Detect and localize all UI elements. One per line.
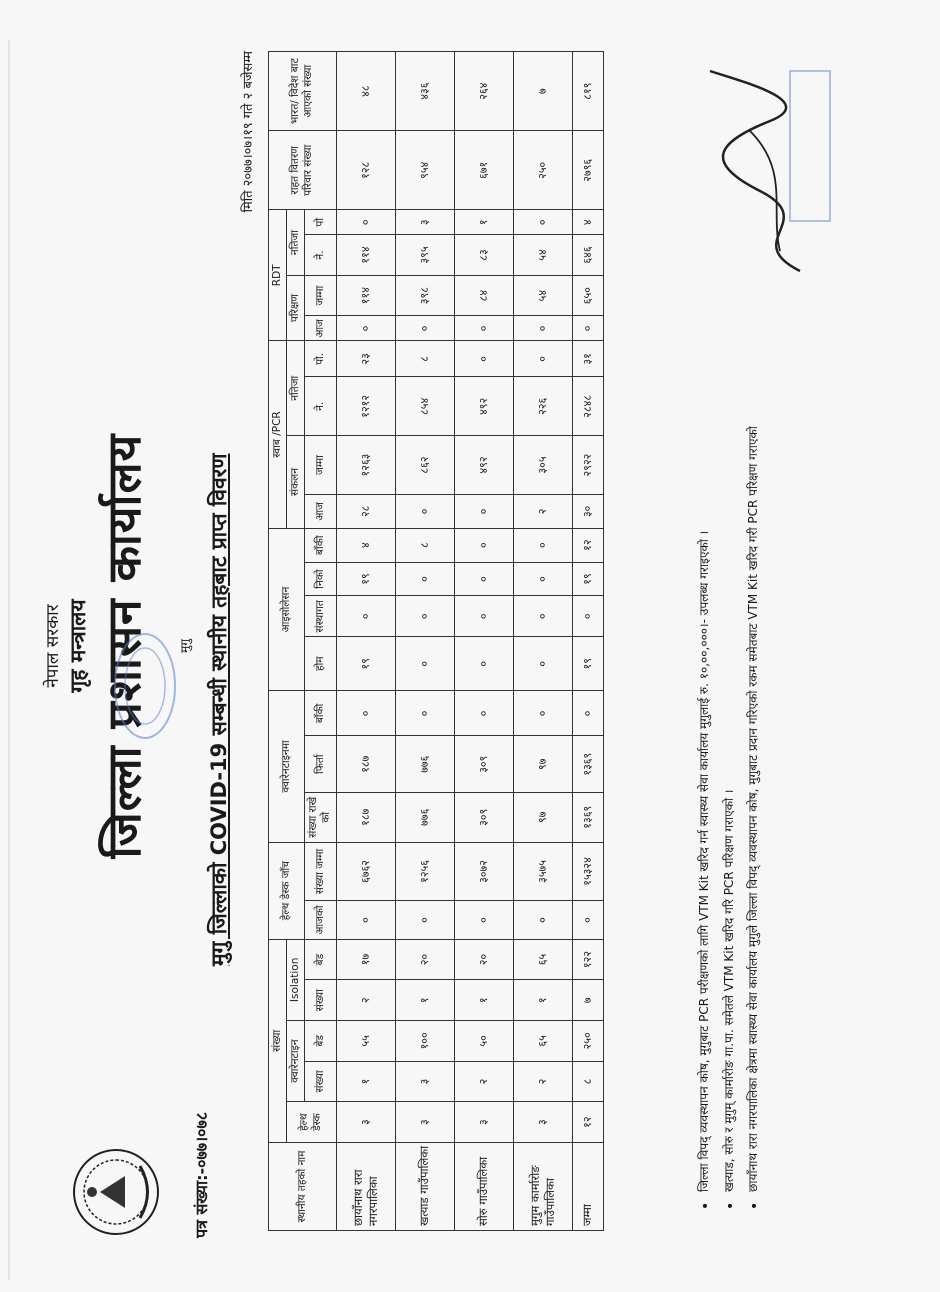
cell-q-kept: ३०९ xyxy=(454,792,513,842)
cell-iso-home: १९ xyxy=(336,637,395,691)
cell-r-pos: १ xyxy=(454,210,513,235)
col-count-group: संख्या xyxy=(269,939,287,1142)
table-row xyxy=(395,52,454,1231)
col-rdt-today: आज xyxy=(305,316,336,341)
report-title: मुगु जिल्लाको COVID-19 सम्बन्धी स्थानीय तहबाट प्राप्त विवरण xyxy=(207,453,231,966)
cell-iso-count: ७ xyxy=(572,980,603,1021)
col-swab-collection: संकलन xyxy=(287,436,305,529)
cell-hdt-total: ६७६२ xyxy=(336,842,395,901)
cell-iso-count: १ xyxy=(395,980,454,1021)
note-item: • जिल्ला विपद् व्यवस्थापन कोष, मुगुबाट PCR परीक्षणको लागि VTM Kit खरिद गर्न स्वास्थ्य सेवा कार्यालय मुगुलाई रु. १०,००,०००।- उपलब्ध गराइएको । xyxy=(692,334,717,1214)
cell-sw-pos: ३१ xyxy=(572,341,603,377)
col-quarantine-group: क्वारेनटाइनमा xyxy=(269,691,305,842)
cell-hd: ३ xyxy=(513,1102,572,1143)
table-row xyxy=(454,52,513,1231)
cell-q-bed: ६५ xyxy=(513,1021,572,1062)
cell-iso-inst: ० xyxy=(395,596,454,637)
cell-r-total: ११४ xyxy=(336,275,395,316)
cell-iso-bed: ६५ xyxy=(513,939,572,980)
cell-r-total: ६५० xyxy=(572,275,603,316)
cell-hdt-total: १२५६ xyxy=(395,842,454,901)
col-q-bed: बेड xyxy=(305,1021,336,1062)
cell-iso-rem: ० xyxy=(513,528,572,562)
government-name: नेपाल सरकार xyxy=(43,604,63,688)
cell-sw-total: ३०५ xyxy=(513,436,572,495)
cell-hdt-total: १५३२४ xyxy=(572,842,603,901)
cell-name: सोरु गाउँपालिका xyxy=(454,1142,513,1230)
cell-sw-today: ० xyxy=(395,494,454,528)
cell-q-ret: ९७ xyxy=(513,736,572,792)
note-item: • खत्याड, सोरु र मुगुम् कार्मारोङ गा.पा. समेतले VTM Kit खरिद गरि PCR परिक्षण गराएको । xyxy=(717,334,742,1214)
cell-relief: २७९६ xyxy=(572,131,603,210)
cell-sw-neg: १२१२ xyxy=(336,377,395,436)
cell-sw-today: २ xyxy=(513,494,572,528)
cell-q-count: ३ xyxy=(395,1061,454,1102)
cell-q-bed: १०० xyxy=(395,1021,454,1062)
cell-q-kept: ९७ xyxy=(513,792,572,842)
col-hdt-total: संख्या जम्मा xyxy=(305,842,336,901)
cell-iso-bed: २० xyxy=(454,939,513,980)
cell-iso-count: १ xyxy=(513,980,572,1021)
cell-abroad: ४८ xyxy=(336,52,395,131)
cell-q-rem: ० xyxy=(336,691,395,736)
cell-abroad: ४३६ xyxy=(395,52,454,131)
cell-q-kept: १३६९ xyxy=(572,792,603,842)
rotated-document-content xyxy=(30,26,910,1266)
cell-iso-bed: १२२ xyxy=(572,939,603,980)
cell-hdt-today: ० xyxy=(454,901,513,939)
cell-q-bed: २५० xyxy=(572,1021,603,1062)
cell-hdt-total: ३०७२ xyxy=(454,842,513,901)
cell-iso-count: १ xyxy=(454,980,513,1021)
cell-sw-pos: ८ xyxy=(395,341,454,377)
col-iso-count: संख्या xyxy=(305,980,336,1021)
col-iso-remaining: बाँकी xyxy=(305,528,336,562)
col-iso-institutional: संस्थागत xyxy=(305,596,336,637)
col-iso-home: होम xyxy=(305,637,336,691)
cell-sw-today: २८ xyxy=(336,494,395,528)
cell-q-kept: १८७ xyxy=(336,792,395,842)
col-rdt-result: नतिजा xyxy=(287,210,305,276)
cell-q-count: २ xyxy=(454,1061,513,1102)
cell-r-neg: ६४६ xyxy=(572,235,603,276)
ministry-name: गृह मन्त्रालय xyxy=(66,599,90,693)
col-sw-negative: ने. xyxy=(305,377,336,436)
cell-r-neg: ५४ xyxy=(513,235,572,276)
cell-q-bed: ५५ xyxy=(336,1021,395,1062)
col-q-remaining: बाँकी xyxy=(305,691,336,736)
cell-relief: ६७१ xyxy=(454,131,513,210)
cell-hd: १२ xyxy=(572,1102,603,1143)
cell-r-neg: ११४ xyxy=(336,235,395,276)
cell-abroad: २६४ xyxy=(454,52,513,131)
cell-iso-rem: १२ xyxy=(572,528,603,562)
table-total-row xyxy=(572,52,603,1231)
col-quarantine: क्वारेनटाइन xyxy=(287,1021,305,1102)
cell-sw-total: ८६२ xyxy=(395,436,454,495)
col-q-kept: संख्या राखे को xyxy=(305,792,336,842)
cell-relief: १२८ xyxy=(336,131,395,210)
cell-q-bed: ५० xyxy=(454,1021,513,1062)
cell-iso-rec: १९ xyxy=(336,562,395,596)
table-row xyxy=(513,52,572,1231)
cell-iso-home: ० xyxy=(454,637,513,691)
cell-hd: ३ xyxy=(454,1102,513,1143)
cell-iso-inst: ० xyxy=(513,596,572,637)
cell-iso-rec: ० xyxy=(513,562,572,596)
cell-q-rem: ० xyxy=(454,691,513,736)
cell-abroad: ७ xyxy=(513,52,572,131)
table-header-row-3 xyxy=(305,52,336,1231)
cell-iso-rec: ० xyxy=(395,562,454,596)
col-sw-total: जम्मा xyxy=(305,436,336,495)
col-abroad: भारत/ विदेश बाट आएको संख्या xyxy=(269,52,337,131)
col-isolation-group: आइसोलेसन xyxy=(269,528,305,691)
cell-name: मुगुम कार्मारोङ गाउँपालिका xyxy=(513,1142,572,1230)
cell-relief: २५० xyxy=(513,131,572,210)
cell-sw-neg: ४९२ xyxy=(454,377,513,436)
cell-hdt-total: ३५७५ xyxy=(513,842,572,901)
cell-q-ret: ३०९ xyxy=(454,736,513,792)
cell-r-today: ० xyxy=(395,316,454,341)
cell-iso-home: ० xyxy=(513,637,572,691)
table-row xyxy=(336,52,395,1231)
office-location: मुगु xyxy=(178,639,192,653)
col-health-desk-test: हेल्थ डेस्क जाँच xyxy=(269,842,305,939)
col-rdt-negative: ने. xyxy=(305,235,336,276)
cell-abroad: ८१९ xyxy=(572,52,603,131)
cell-q-count: १ xyxy=(336,1061,395,1102)
cell-q-rem: ० xyxy=(572,691,603,736)
col-rdt-total: जम्मा xyxy=(305,275,336,316)
cell-sw-pos: ० xyxy=(454,341,513,377)
office-stamp-icon xyxy=(110,626,180,746)
notes-section xyxy=(692,334,766,1214)
cell-sw-total: १२६३ xyxy=(336,436,395,495)
cell-name: छायाँनाथ रारा नगरपालिका xyxy=(336,1142,395,1230)
cell-iso-home: १९ xyxy=(572,637,603,691)
letter-number: पत्र संख्या:-०७७।०७८ xyxy=(192,1111,211,1238)
table-header-row-1 xyxy=(269,52,287,1231)
cell-r-total: ८४ xyxy=(454,275,513,316)
cell-r-neg: ३९५ xyxy=(395,235,454,276)
cell-hdt-today: ० xyxy=(336,901,395,939)
col-swab-pcr: स्वाब /PCR xyxy=(269,341,287,528)
col-swab-result: नतिजा xyxy=(287,341,305,436)
cell-r-pos: ० xyxy=(336,210,395,235)
cell-sw-neg: २८४८ xyxy=(572,377,603,436)
cell-r-neg: ८३ xyxy=(454,235,513,276)
col-sw-today: आज xyxy=(305,494,336,528)
cell-q-kept: ७७६ xyxy=(395,792,454,842)
cell-r-pos: ३ xyxy=(395,210,454,235)
cell-q-ret: ७७६ xyxy=(395,736,454,792)
col-iso-recovered: निको xyxy=(305,562,336,596)
cell-iso-home: ० xyxy=(395,637,454,691)
col-sw-positive: पो. xyxy=(305,341,336,377)
cell-q-count: २ xyxy=(513,1061,572,1102)
col-q-returned: फिर्ता xyxy=(305,736,336,792)
cell-name: खत्याड गाउँपालिका xyxy=(395,1142,454,1230)
cell-r-total: ५४ xyxy=(513,275,572,316)
cell-iso-bed: २० xyxy=(395,939,454,980)
cell-sw-total: २९२२ xyxy=(572,436,603,495)
cell-iso-rem: ८ xyxy=(395,528,454,562)
cell-iso-count: २ xyxy=(336,980,395,1021)
office-name: जिल्ला प्रशासन कार्यालय xyxy=(97,433,151,859)
cell-iso-rem: ० xyxy=(454,528,513,562)
cell-q-ret: १३६९ xyxy=(572,736,603,792)
cell-iso-inst: ० xyxy=(572,596,603,637)
cell-r-pos: ४ xyxy=(572,210,603,235)
cell-iso-bed: १७ xyxy=(336,939,395,980)
cell-q-count: ८ xyxy=(572,1061,603,1102)
covid-data-table xyxy=(268,51,604,1231)
cell-q-ret: १८७ xyxy=(336,736,395,792)
cell-iso-rec: ० xyxy=(454,562,513,596)
signature-stamp-icon xyxy=(680,61,840,281)
cell-hdt-today: ० xyxy=(572,901,603,939)
note-item: • छायाँनाथ रारा नगरपालिका क्षेत्रमा स्वास्थ्य सेवा कार्यालय मुगुले जिल्ला विपद् व्यवस्थापन कोष, मुगुबाट प्रदान गरिएको रकम समेतबाट VTM Kit खरिद गरी PCR परिक्षण गराएको xyxy=(741,334,766,1214)
cell-sw-total: ४९२ xyxy=(454,436,513,495)
cell-sw-neg: २२६ xyxy=(513,377,572,436)
cell-sw-today: ३० xyxy=(572,494,603,528)
cell-q-rem: ० xyxy=(513,691,572,736)
cell-hd: ३ xyxy=(336,1102,395,1143)
cell-sw-today: ० xyxy=(454,494,513,528)
cell-r-today: ० xyxy=(513,316,572,341)
col-rdt: RDT xyxy=(269,210,287,341)
cell-r-today: ० xyxy=(454,316,513,341)
cell-r-total: ३९८ xyxy=(395,275,454,316)
cell-r-today: ० xyxy=(572,316,603,341)
cell-iso-inst: ० xyxy=(454,596,513,637)
cell-name: जम्मा xyxy=(572,1142,603,1230)
cell-q-rem: ० xyxy=(395,691,454,736)
cell-sw-pos: २३ xyxy=(336,341,395,377)
col-local-body: स्थानीय तहको नाम xyxy=(269,1142,337,1230)
cell-hdt-today: ० xyxy=(513,901,572,939)
col-relief: राहत वितरण परिवार संख्या xyxy=(269,131,337,210)
cell-iso-rem: ४ xyxy=(336,528,395,562)
cell-r-pos: ० xyxy=(513,210,572,235)
cell-iso-rec: १९ xyxy=(572,562,603,596)
cell-sw-pos: ० xyxy=(513,341,572,377)
cell-sw-neg: ८५४ xyxy=(395,377,454,436)
cell-iso-inst: ० xyxy=(336,596,395,637)
col-isolation: Isolation xyxy=(287,939,305,1020)
col-health-desk: हेल्थ डेस्क xyxy=(287,1102,336,1143)
col-rdt-positive: पो xyxy=(305,210,336,235)
report-date: मिति २०७७।०७।१९ गते २ बजेसम्म xyxy=(241,51,256,213)
cell-relief: ९५४ xyxy=(395,131,454,210)
cell-r-today: ० xyxy=(336,316,395,341)
col-q-count: संख्या xyxy=(305,1061,336,1102)
col-hdt-today: आजको xyxy=(305,901,336,939)
col-rdt-test: परिक्षण xyxy=(287,275,305,340)
col-iso-bed: बेड xyxy=(305,939,336,980)
page-edge-divider xyxy=(8,40,10,1280)
cell-hd: ३ xyxy=(395,1102,454,1143)
cell-hdt-today: ० xyxy=(395,901,454,939)
